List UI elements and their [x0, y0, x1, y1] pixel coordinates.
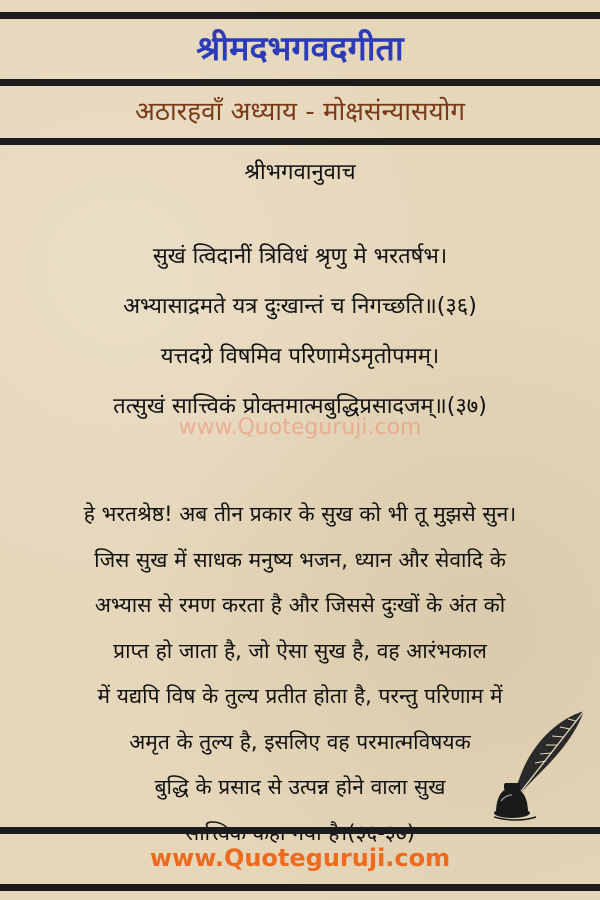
sanskrit-verse [0, 232, 600, 432]
title-divider [0, 79, 600, 86]
footer-website: www.Quoteguruji.com [149, 844, 451, 872]
watermark: www.Quoteguruji.com [178, 415, 422, 440]
meaning-line: हे भरतश्रेष्ठ! अब तीन प्रकार के सुख को भी तू मुझसे सुन। [83, 502, 517, 526]
meaning-line: बुद्धि के प्रसाद से उत्पन्न होने वाला सुख [154, 775, 446, 799]
quill-inkpot-icon [488, 705, 593, 825]
verse-line: यत्तदग्रे विषमिव परिणामेऽमृतोपमम्। [160, 344, 440, 369]
chapter-subtitle: अठारहवाँ अध्याय - मोक्षसंन्यासयोग [134, 97, 466, 127]
verse-line: अभ्यासाद्रमते यत्र दुःखान्तं च निगच्छति॥(३६) [123, 294, 477, 319]
meaning-line: में यद्यपि विष के तुल्य प्रतीत होता है, परन्तु परिणाम में [97, 684, 503, 708]
speaker-label: श्रीभगवानुवाच [244, 160, 356, 185]
meaning-line: प्राप्त हो जाता है, जो ऐसा सुख है, वह आरंभकाल [113, 638, 487, 663]
meaning-line: अभ्यास से रमण करता है और जिससे दुःखों के अंत को [94, 593, 506, 617]
meaning-line: जिस सुख में साधक मनुष्य भजन, ध्यान और सेवादि के [94, 547, 506, 572]
footer-divider-bottom [0, 884, 600, 891]
page-title: श्रीमदभगवदगीता [196, 29, 404, 69]
top-divider [0, 12, 600, 19]
subtitle-divider [0, 138, 600, 145]
verse-line: सुखं त्विदानीं त्रिविधं श्रृणु मे भरतर्षभ। [152, 244, 448, 269]
footer-divider-top [0, 827, 600, 834]
meaning-line: अमृत के तुल्य है, इसलिए वह परमात्मविषयक [129, 729, 471, 754]
verse-line: तत्सुखं सात्त्विकं प्रोक्तमात्मबुद्धिप्रसादजम्॥(३७) [113, 394, 487, 419]
